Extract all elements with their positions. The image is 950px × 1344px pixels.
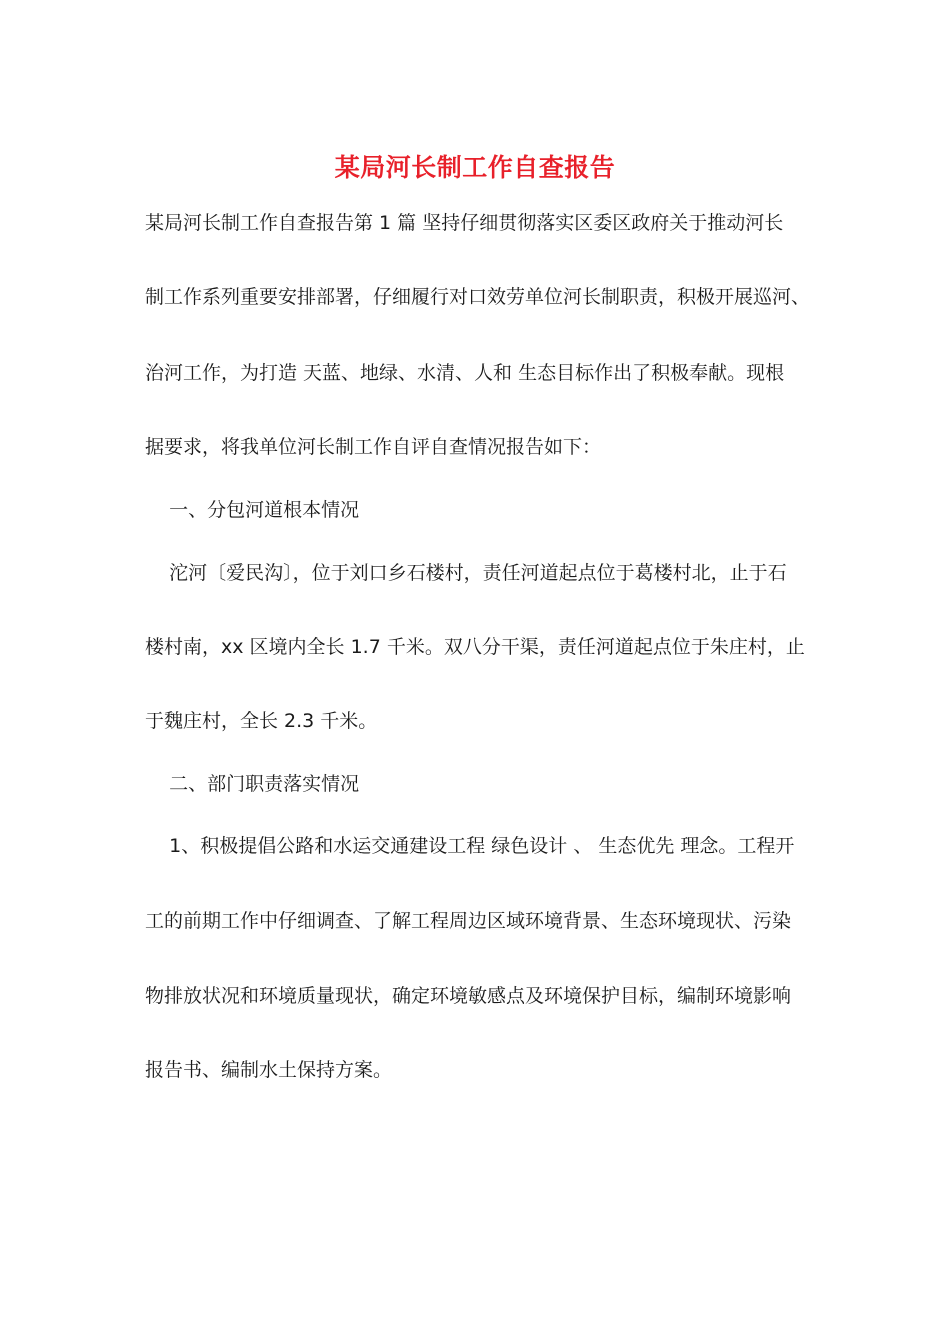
body-line-8: 1、积极提倡公路和水运交通建设工程 绿色设计 、 生态优先 理念。工程开: [145, 835, 795, 857]
section-heading-2: 二、部门职责落实情况: [145, 773, 360, 795]
body-line-9: 工的前期工作中仔细调查、了解工程周边区域环境背景、生态环境现状、污染: [145, 910, 792, 932]
body-line-6: 楼村南，xx 区境内全长 1.7 千米。双八分干渠，责任河道起点位于朱庄村，止: [145, 636, 805, 658]
document-title: 某局河长制工作自查报告: [334, 153, 616, 182]
body-line-5: 沱河〔爱民沟〕，位于刘口乡石楼村，责任河道起点位于葛楼村北，止于石: [145, 562, 787, 584]
body-line-1: 某局河长制工作自查报告第 1 篇 坚持仔细贯彻落实区委区政府关于推动河长: [145, 212, 784, 234]
body-line-2: 制工作系列重要安排部署，仔细履行对口效劳单位河长制职责，积极开展巡河、: [145, 286, 811, 308]
body-line-11: 报告书、编制水土保持方案。: [145, 1059, 393, 1081]
body-line-3: 治河工作，为打造 天蓝、地绿、水清、人和 生态目标作出了积极奉献。现根: [145, 362, 785, 384]
body-line-7: 于魏庄村，全长 2.3 千米。: [145, 710, 378, 732]
body-line-4: 据要求，将我单位河长制工作自评自查情况报告如下：: [145, 436, 602, 458]
body-line-10: 物排放状况和环境质量现状，确定环境敏感点及环境保护目标，编制环境影响: [145, 985, 792, 1007]
section-heading-1: 一、分包河道根本情况: [145, 499, 360, 521]
